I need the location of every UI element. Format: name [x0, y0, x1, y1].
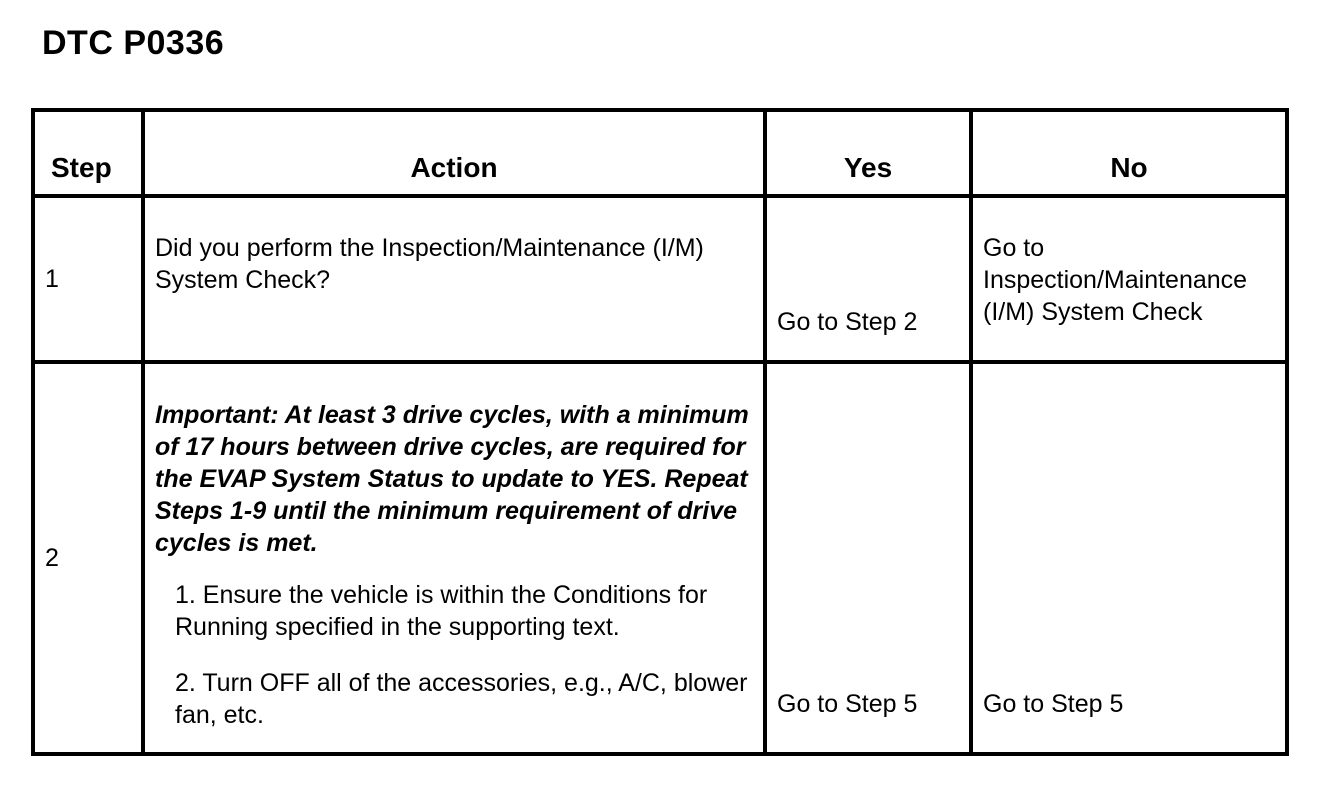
- yes-result: Go to Step 5: [765, 362, 971, 754]
- table-header-row: [33, 110, 1287, 196]
- header-step: Step: [33, 110, 143, 196]
- header-no: No: [971, 110, 1287, 196]
- no-result: Go to Step 5: [971, 362, 1287, 754]
- substep-list: [155, 579, 753, 731]
- table-row: [33, 362, 1287, 754]
- substep-item: 1. Ensure the vehicle is within the Conditions for Running specified in the supporting text.: [175, 581, 708, 641]
- action-text: Did you perform the Inspection/Maintenance (I/M) System Check?: [143, 196, 765, 362]
- important-note: Important: At least 3 drive cycles, with a minimum of 17 hours between drive cycles, are required for the EVAP System Status to update to YES. Repeat Steps 1-9 until the minimum requirement of drive cycles is met.: [155, 401, 749, 557]
- table-row: [33, 196, 1287, 362]
- substep-item: 2. Turn OFF all of the accessories, e.g., A/C, blower fan, etc.: [175, 669, 748, 729]
- header-yes: Yes: [765, 110, 971, 196]
- header-action: Action: [143, 110, 765, 196]
- yes-result: Go to Step 2: [765, 196, 971, 362]
- diagnostic-table: [31, 108, 1289, 756]
- step-number: 1: [33, 196, 143, 362]
- page-title: DTC P0336: [42, 24, 225, 62]
- no-result: Go to Inspection/Maintenance (I/M) System Check: [971, 196, 1287, 362]
- action-cell: [143, 362, 765, 754]
- step-number: 2: [33, 362, 143, 754]
